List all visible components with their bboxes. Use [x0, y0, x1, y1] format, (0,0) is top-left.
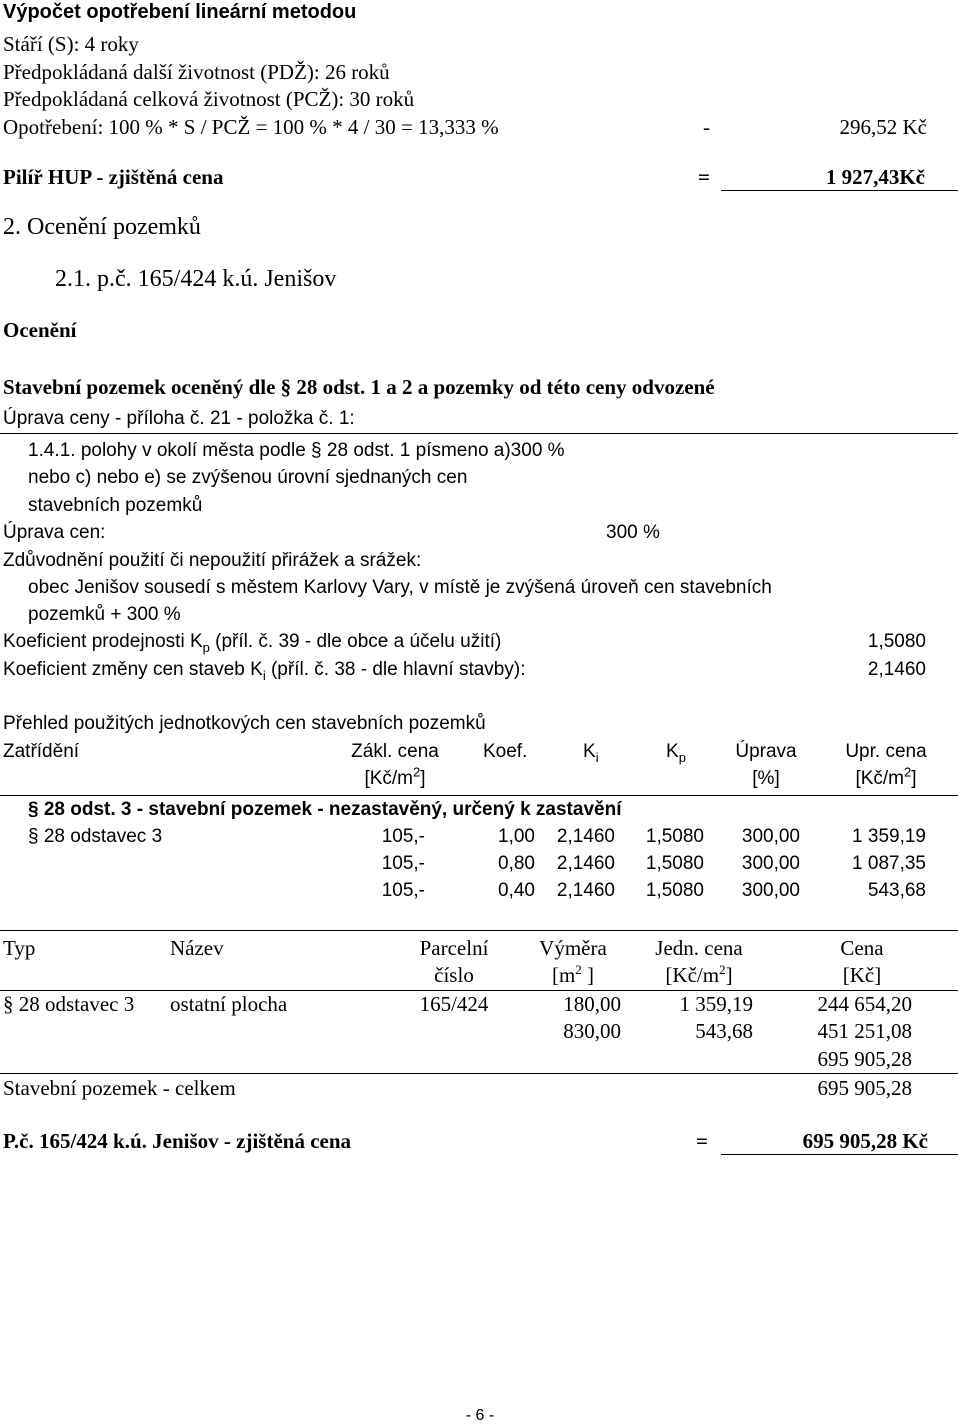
parcel-sum: 695 905,28	[817, 1047, 912, 1071]
col-unit-price: Jedn. cena	[655, 936, 743, 960]
item-line-2: nebo c) nebo e) se zvýšenou úrovní sjednaných cen	[28, 467, 468, 488]
table-cell-ki: 2,1460	[556, 826, 615, 847]
col-adjusted-price: Upr. cena	[845, 741, 927, 762]
final-label: P.č. 165/424 k.ú. Jenišov - zjištěná cena	[3, 1129, 352, 1153]
group-heading: § 28 odst. 3 - stavební pozemek - nezastavěný, určený k zastavění	[28, 799, 622, 820]
col-area-unit: [$m^2$ ]	[551, 962, 595, 987]
table-cell-ki: 2,1460	[556, 853, 615, 874]
justification-label: Zdůvodnění použití či nepoužití přirážek a srážek:	[3, 550, 422, 571]
parcel-type: § 28 odstavec 3	[3, 992, 135, 1016]
kp-label: Koeficient prodejnosti $K_p$ (příl. č. 39 - dle obce a účelu užití)	[3, 631, 502, 655]
page-number: - 6 -	[465, 1407, 495, 1424]
col-class: Zatřídění	[3, 741, 80, 762]
parcel-name: ostatní plocha	[170, 992, 288, 1016]
price-adjustment-label: Úprava ceny - příloha č. 21 - položka č. 1:	[3, 408, 355, 429]
total-life-line: Předpokládaná celková životnost (PCŽ): 30 roků	[3, 87, 415, 111]
land-heading: Stavební pozemek oceněný dle § 28 odst. 1 a 2 a pozemky od této ceny odvozené	[3, 375, 715, 399]
pillar-label: Pilíř HUP - zjištěná cena	[3, 165, 224, 189]
table-cell-base: 105,-	[381, 826, 425, 847]
final-underline	[721, 1154, 958, 1155]
table-cell-kp: 1,5080	[645, 853, 704, 874]
total-value: 695 905,28	[817, 1076, 912, 1100]
ki-value: 2,1460	[867, 659, 926, 680]
table-cell-upr: 1 087,35	[852, 853, 926, 874]
col-parcel-2: číslo	[434, 963, 474, 987]
table-cell-adj: 300,00	[741, 826, 800, 847]
section-2-heading: 2. Ocenění pozemků	[3, 214, 201, 240]
table-cell-base: 105,-	[381, 853, 425, 874]
adjustment-value: 300 %	[606, 522, 660, 543]
col-unit-price-unit: $[Kč/m^2]$	[665, 962, 733, 987]
table-cell-upr: 543,68	[867, 880, 926, 901]
final-eq: =	[696, 1129, 708, 1153]
col-ki: $K_i$	[583, 741, 599, 765]
justification-line-1: obec Jenišov sousedí s městem Karlovy Vary, v místě je zvýšená úroveň cen stavebních	[28, 577, 772, 598]
table-cell-coef: 1,00	[498, 826, 535, 847]
col-name: Název	[170, 936, 224, 960]
col-base-price-unit: $[Kč/m^2]$	[364, 764, 426, 789]
divider-3	[0, 930, 958, 931]
kp-value: 1,5080	[867, 631, 926, 652]
col-parcel: Parcelní	[419, 936, 489, 960]
col-type: Typ	[3, 936, 36, 960]
col-adjustment-unit: [%]	[752, 768, 780, 789]
parcel-unit-price: 1 359,19	[679, 992, 753, 1016]
col-coef: Koef.	[483, 741, 528, 762]
col-price: Cena	[840, 936, 884, 960]
pillar-underline	[721, 190, 958, 191]
table-cell-kp: 1,5080	[645, 826, 704, 847]
col-adjusted-price-unit: $[Kč/m^2]$	[855, 764, 917, 789]
pillar-eq: =	[698, 165, 710, 189]
total-label: Stavební pozemek - celkem	[3, 1076, 236, 1100]
col-price-unit: [Kč]	[842, 963, 882, 987]
ki-label: Koeficient změny cen staveb $K_i$ (příl. č. 38 - dle hlavní stavby):	[3, 659, 526, 683]
table-cell-coef: 0,80	[498, 853, 535, 874]
pillar-value: 1 927,43Kč	[825, 165, 925, 189]
table-cell-coef: 0,40	[498, 880, 535, 901]
table-cell-adj: 300,00	[741, 880, 800, 901]
divider-1	[0, 433, 958, 434]
parcel-number: 165/424	[419, 992, 489, 1016]
unit-prices-title: Přehled použitých jednotkových cen stavebních pozemků	[3, 713, 486, 734]
remaining-life-line: Předpokládaná další životnost (PDŽ): 26 roků	[3, 60, 390, 84]
col-area: Výměra	[539, 936, 607, 960]
table-cell-upr: 1 359,19	[852, 826, 926, 847]
parcel-price: 451 251,08	[817, 1019, 912, 1043]
parcel-unit-price: 543,68	[695, 1019, 753, 1043]
col-base-price: Zákl. cena	[351, 741, 439, 762]
divider-5	[0, 1073, 958, 1074]
table-cell-ki: 2,1460	[556, 880, 615, 901]
col-kp: $K_p$	[666, 741, 686, 765]
valuation-label: Ocenění	[3, 318, 77, 342]
parcel-area: 830,00	[563, 1019, 621, 1043]
divider-2	[0, 795, 958, 796]
table-row-class: § 28 odstavec 3	[28, 826, 163, 847]
table-cell-kp: 1,5080	[645, 880, 704, 901]
table-cell-base: 105,-	[381, 880, 425, 901]
col-adjustment: Úprava	[735, 741, 797, 762]
item-line-1: 1.4.1. polohy v okolí města podle § 28 odst. 1 písmeno a)300 %	[28, 440, 565, 461]
table-cell-adj: 300,00	[741, 853, 800, 874]
justification-line-2: pozemků + 300 %	[28, 604, 181, 625]
item-line-3: stavebních pozemků	[28, 495, 203, 516]
wear-sign: -	[703, 115, 710, 139]
divider-4	[0, 990, 958, 991]
adjustment-label: Úprava cen:	[3, 522, 106, 543]
parcel-price: 244 654,20	[817, 992, 912, 1016]
wear-value: 296,52 Kč	[839, 115, 927, 139]
parcel-area: 180,00	[563, 992, 621, 1016]
section-title-linear: Výpočet opotřebení lineární metodou	[3, 1, 357, 23]
wear-line: Opotřebení: 100 % * S / PCŽ = 100 % * 4 / 30 = 13,333 %	[3, 115, 499, 139]
final-value: 695 905,28 Kč	[802, 1129, 928, 1153]
age-line: Stáří (S): 4 roky	[3, 32, 139, 56]
section-2-1-heading: 2.1. p.č. 165/424 k.ú. Jenišov	[55, 266, 337, 292]
